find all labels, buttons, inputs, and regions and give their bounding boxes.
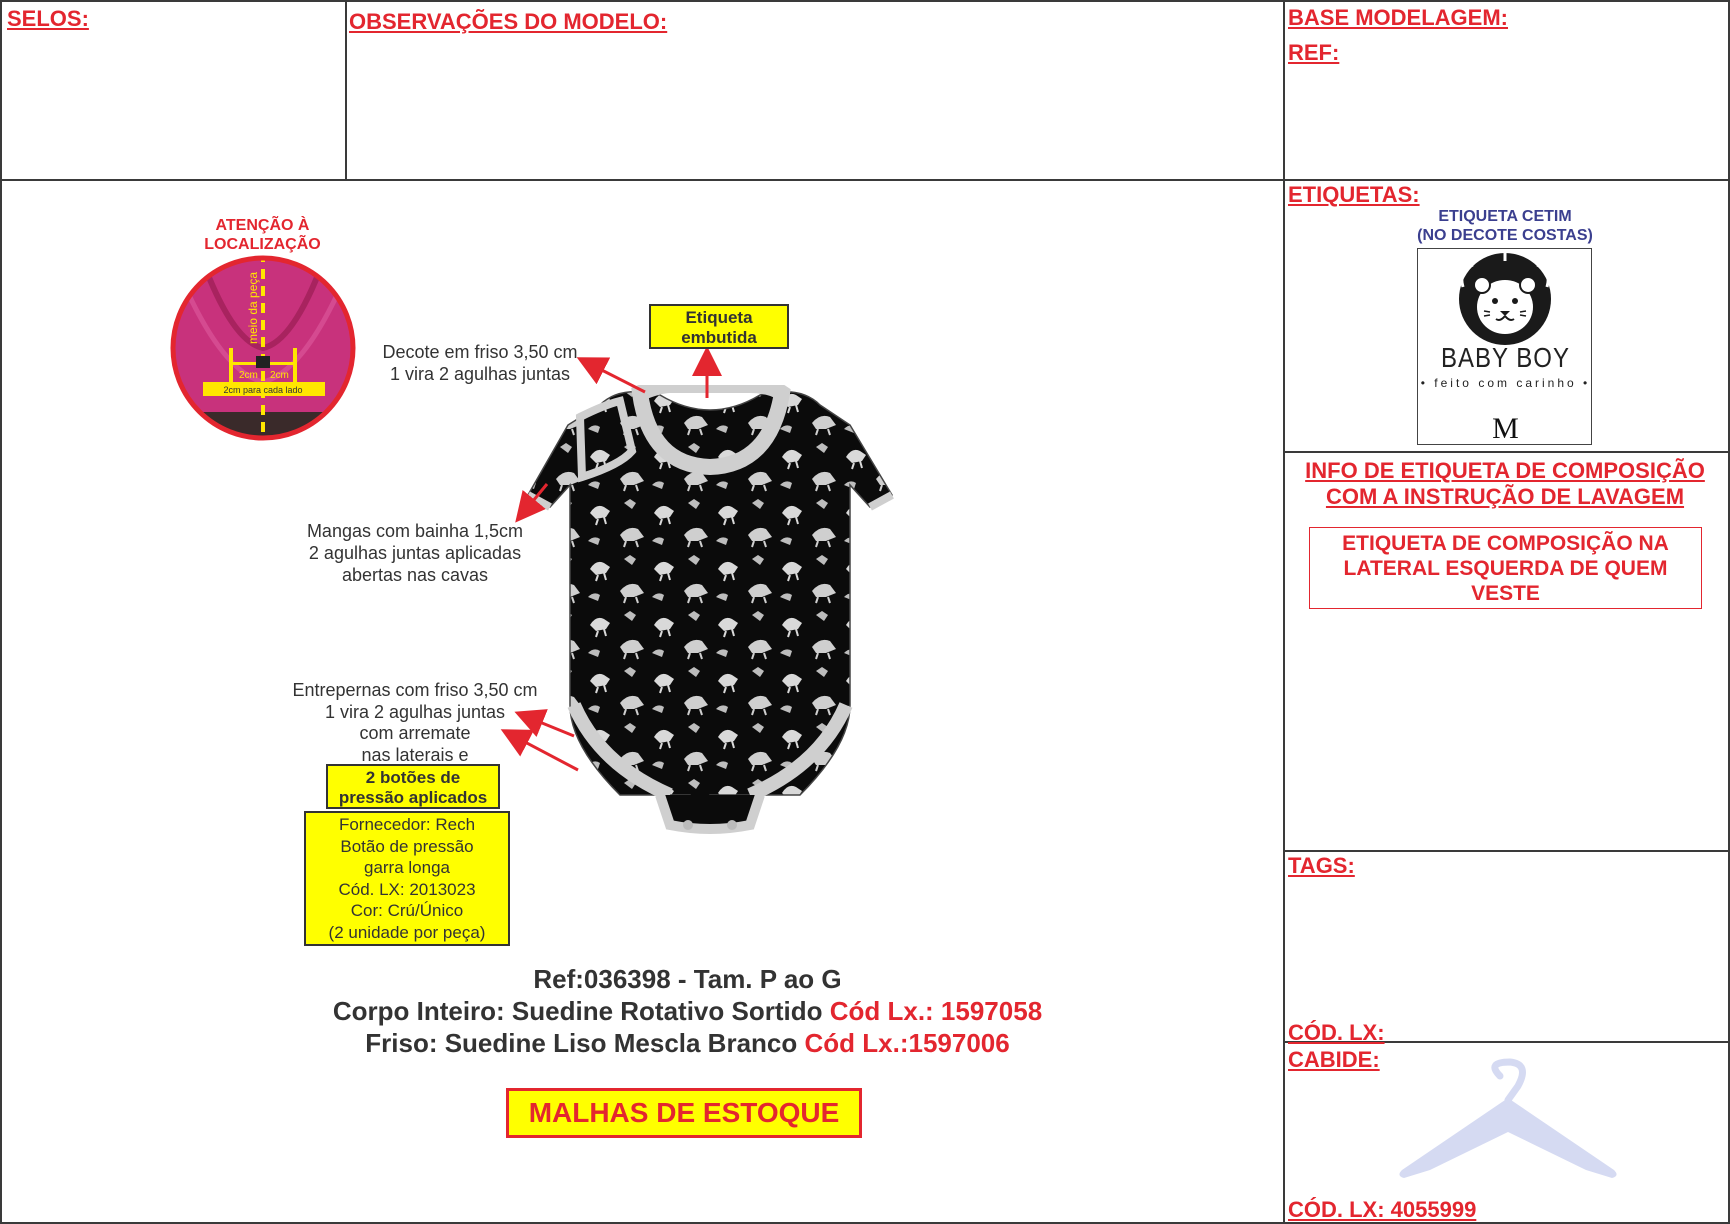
forn-line3: garra longa <box>363 858 450 877</box>
decote-line2: 1 vira 2 agulhas juntas <box>389 364 571 384</box>
etiqueta-cetim-title <box>1400 207 1610 245</box>
cabide-cod-lx: CÓD. LX: 4055999 <box>1288 1197 1477 1222</box>
selos-heading: SELOS: <box>7 6 89 31</box>
meio-da-peca-text: meio da peça <box>246 271 260 344</box>
lion-logo-icon <box>1418 249 1593 349</box>
cabide-heading: CABIDE: <box>1288 1047 1380 1072</box>
malhas-badge: MALHAS DE ESTOQUE <box>506 1088 862 1138</box>
entre-line4: nas laterais e <box>361 744 469 765</box>
botoes-line1: 2 botões de <box>365 768 461 787</box>
entre-line2: 1 vira 2 agulhas juntas <box>324 701 506 722</box>
forn-line5: Cor: Crú/Único <box>350 901 464 920</box>
forn-line4: Cód. LX: 2013023 <box>338 879 476 899</box>
brand-label <box>1417 248 1592 445</box>
label-size: M <box>1492 412 1519 445</box>
corpo-text: Corpo Inteiro: Suedine Rotativo Sortido <box>332 996 830 1026</box>
cm-left-text: 2cm <box>239 370 258 381</box>
etiqueta-embutida-callout <box>649 304 789 349</box>
etiqueta-line2: embutida <box>681 328 757 347</box>
fornecedor-callout <box>304 811 510 946</box>
etiquetas-heading: ETIQUETAS: <box>1288 182 1420 207</box>
observacoes-heading: OBSERVAÇÕES DO MODELO: <box>349 9 668 34</box>
botoes-callout <box>326 764 500 809</box>
entre-line1: Entrepernas com friso 3,50 cm <box>292 680 538 700</box>
info-line2: COM A INSTRUÇÃO DE LAVAGEM <box>1325 484 1685 509</box>
friso-line <box>190 1027 1185 1059</box>
label-brand-name: BABY BOY <box>1441 342 1570 374</box>
composicao-line3: VESTE <box>1471 582 1540 605</box>
mangas-note <box>290 520 540 586</box>
forn-line2: Botão de pressão <box>340 836 474 856</box>
corpo-code: Cód Lx.: 1597058 <box>829 996 1043 1026</box>
etiqueta-cetim-line2: (NO DECOTE COSTAS) <box>1417 227 1593 244</box>
mangas-line2: 2 agulhas juntas aplicadas <box>308 543 522 563</box>
base-modelagem-heading: BASE MODELAGEM: <box>1288 5 1508 30</box>
decote-line1: Decote em friso 3,50 cm <box>382 342 578 362</box>
ref-heading: REF: <box>1288 40 1340 65</box>
entrepernas-note <box>275 680 555 766</box>
info-line1: INFO DE ETIQUETA DE COMPOSIÇÃO <box>1305 458 1705 483</box>
cada-lado-text: 2cm para cada lado <box>223 385 303 395</box>
spec-block <box>190 963 1185 1059</box>
tags-heading: TAGS: <box>1288 853 1355 878</box>
info-composicao-heading <box>1290 458 1720 510</box>
corpo-line <box>190 995 1185 1027</box>
label-tagline: • feito com carinho • <box>1420 376 1591 390</box>
etiqueta-line1: Etiqueta <box>685 308 753 327</box>
forn-line1: Fornecedor: Rech <box>338 815 476 834</box>
composicao-line2: LATERAL ESQUERDA DE QUEM <box>1343 557 1668 580</box>
composicao-note <box>1309 527 1702 609</box>
cm-right-text: 2cm <box>270 370 289 381</box>
hanger-icon <box>1390 1058 1620 1188</box>
friso-text: Friso: Suedine Liso Mescla Branco <box>365 1028 805 1058</box>
forn-line6: (2 unidade por peça) <box>328 922 486 942</box>
mangas-line3: abertas nas cavas <box>341 565 489 585</box>
composicao-box <box>1283 451 1730 852</box>
etiqueta-cetim-line1: ETIQUETA CETIM <box>1438 208 1572 225</box>
entre-line3: com arremate <box>359 723 471 743</box>
composicao-line1: ETIQUETA DE COMPOSIÇÃO NA <box>1342 532 1669 555</box>
decote-note <box>370 341 590 385</box>
friso-code: Cód Lx.:1597006 <box>804 1028 1010 1058</box>
atencao-line1: ATENÇÃO À <box>215 217 310 234</box>
mangas-line1: Mangas com bainha 1,5cm <box>306 521 524 541</box>
botoes-line2: pressão aplicados <box>338 788 488 807</box>
atencao-line2: LOCALIZAÇÃO <box>204 236 321 253</box>
ref-line: Ref:036398 - Tam. P ao G <box>533 964 842 994</box>
tags-cod-lx: CÓD. LX: <box>1288 1020 1385 1045</box>
